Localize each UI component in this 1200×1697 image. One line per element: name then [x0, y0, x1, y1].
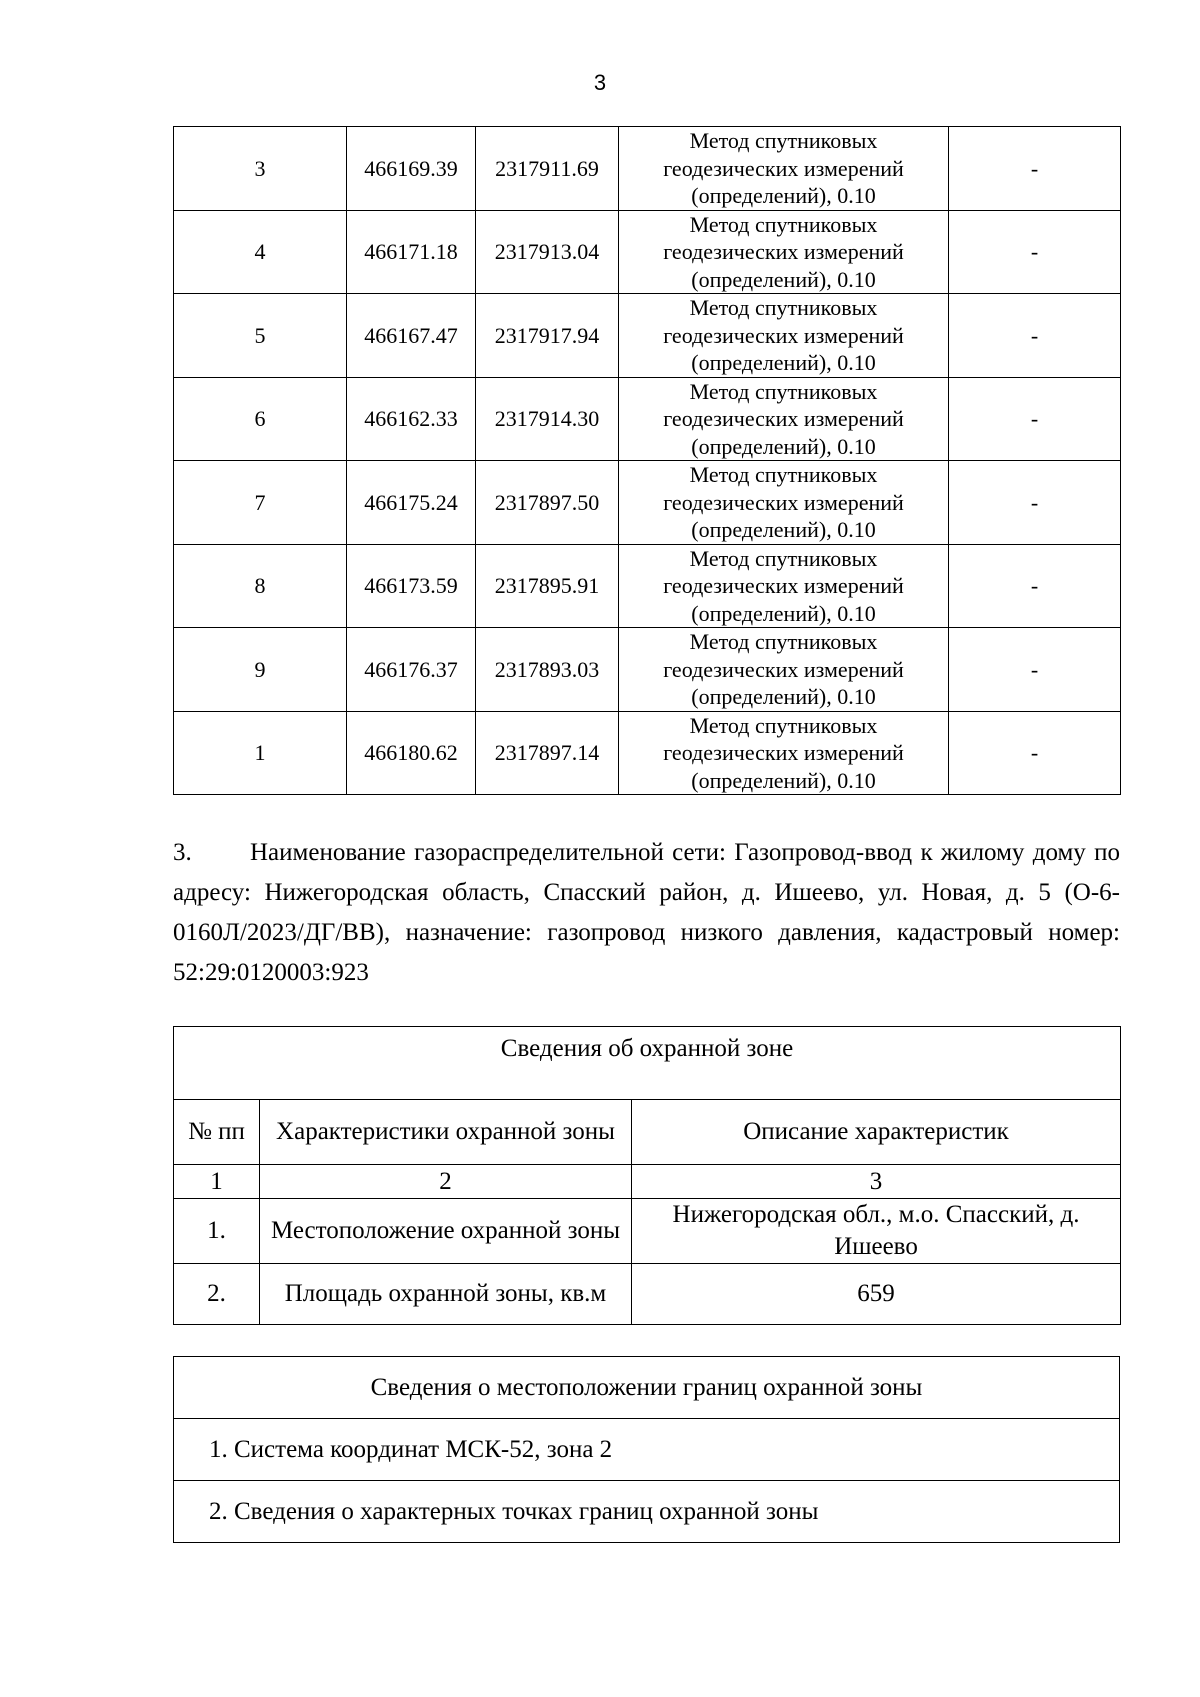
- note-cell: -: [949, 294, 1121, 378]
- method-line: геодезических измерений: [663, 573, 904, 598]
- index-cell: 3: [632, 1165, 1121, 1199]
- point-number-cell: 5: [174, 294, 347, 378]
- method-line: (определений), 0.10: [691, 517, 876, 542]
- coordinates-table: [173, 126, 1121, 795]
- point-number-cell: 4: [174, 210, 347, 294]
- table-row: [174, 377, 1121, 461]
- method-line: геодезических измерений: [663, 740, 904, 765]
- method-line: Метод спутниковых: [689, 211, 878, 237]
- note-cell: -: [949, 210, 1121, 294]
- table-row: [174, 210, 1121, 294]
- zone-table-title: Сведения об охранной зоне: [174, 1027, 1121, 1100]
- table-row: [174, 711, 1121, 795]
- index-cell: 2: [260, 1165, 632, 1199]
- point-number-cell: 9: [174, 628, 347, 712]
- method-line: Метод спутниковых: [689, 128, 878, 153]
- table-row: [174, 1199, 1121, 1264]
- point-number-cell: 7: [174, 461, 347, 545]
- method-line: Метод спутниковых: [689, 545, 878, 571]
- note-cell: -: [949, 628, 1121, 712]
- row-characteristic: Местоположение охранной зоны: [260, 1199, 632, 1264]
- point-number-cell: 3: [174, 127, 347, 211]
- method-line: (определений), 0.10: [691, 350, 876, 375]
- row-description: 659: [632, 1264, 1121, 1325]
- method-line: Метод спутниковых: [689, 712, 878, 738]
- x-coordinate-cell: 466175.24: [347, 461, 476, 545]
- method-cell: [619, 461, 949, 545]
- method-cell: [619, 210, 949, 294]
- method-cell: [619, 377, 949, 461]
- point-number-cell: 1: [174, 711, 347, 795]
- method-line: геодезических измерений: [663, 489, 904, 515]
- table-row: [174, 1264, 1121, 1325]
- x-coordinate-cell: 466162.33: [347, 377, 476, 461]
- header-description: Описание характеристик: [632, 1100, 1121, 1165]
- method-line: Метод спутниковых: [689, 378, 878, 404]
- y-coordinate-cell: 2317917.94: [476, 294, 619, 378]
- x-coordinate-cell: 466173.59: [347, 544, 476, 628]
- method-line: геодезических измерений: [663, 406, 904, 431]
- table-row: [174, 461, 1121, 545]
- method-cell: [619, 544, 949, 628]
- method-cell: [619, 628, 949, 712]
- protection-zone-table: [173, 1026, 1121, 1325]
- method-line: (определений), 0.10: [691, 266, 876, 292]
- note-cell: -: [949, 377, 1121, 461]
- zone-location-table: [173, 1356, 1120, 1543]
- note-cell: -: [949, 711, 1121, 795]
- method-cell: [619, 711, 949, 795]
- header-number: № пп: [174, 1100, 260, 1165]
- method-line: Метод спутниковых: [689, 295, 878, 320]
- method-line: Метод спутниковых: [689, 462, 878, 487]
- table-row: [174, 544, 1121, 628]
- method-line: Метод спутниковых: [689, 629, 878, 654]
- x-coordinate-cell: 466171.18: [347, 210, 476, 294]
- y-coordinate-cell: 2317913.04: [476, 210, 619, 294]
- y-coordinate-cell: 2317897.50: [476, 461, 619, 545]
- method-line: геодезических измерений: [663, 239, 904, 264]
- x-coordinate-cell: 466180.62: [347, 711, 476, 795]
- y-coordinate-cell: 2317893.03: [476, 628, 619, 712]
- location-item: 2. Сведения о характерных точках границ охранной зоны: [174, 1481, 1120, 1543]
- location-item: 1. Система координат МСК-52, зона 2: [174, 1419, 1120, 1481]
- method-line: (определений), 0.10: [691, 600, 876, 626]
- row-characteristic: Площадь охранной зоны, кв.м: [260, 1264, 632, 1325]
- y-coordinate-cell: 2317895.91: [476, 544, 619, 628]
- method-line: (определений), 0.10: [691, 767, 876, 793]
- method-cell: [619, 127, 949, 211]
- method-line: геодезических измерений: [663, 155, 904, 181]
- location-table-title: Сведения о местоположении границ охранной зоны: [174, 1357, 1120, 1419]
- method-line: (определений), 0.10: [691, 684, 876, 709]
- row-number: 2.: [174, 1264, 260, 1325]
- y-coordinate-cell: 2317911.69: [476, 127, 619, 211]
- page-number: 3: [593, 70, 607, 95]
- method-line: геодезических измерений: [663, 656, 904, 682]
- paragraph-number: 3.: [173, 839, 192, 866]
- header-characteristic: Характеристики охранной зоны: [260, 1100, 632, 1165]
- x-coordinate-cell: 466176.37: [347, 628, 476, 712]
- x-coordinate-cell: 466169.39: [347, 127, 476, 211]
- point-number-cell: 6: [174, 377, 347, 461]
- y-coordinate-cell: 2317914.30: [476, 377, 619, 461]
- network-description-paragraph: [173, 833, 1120, 993]
- x-coordinate-cell: 466167.47: [347, 294, 476, 378]
- row-description: Нижегородская обл., м.о. Спасский, д. Ишеево: [632, 1199, 1121, 1264]
- table-row: [174, 294, 1121, 378]
- table-row: [174, 127, 1121, 211]
- method-cell: [619, 294, 949, 378]
- note-cell: -: [949, 544, 1121, 628]
- method-line: (определений), 0.10: [691, 433, 876, 459]
- row-number: 1.: [174, 1199, 260, 1264]
- index-cell: 1: [174, 1165, 260, 1199]
- note-cell: -: [949, 461, 1121, 545]
- y-coordinate-cell: 2317897.14: [476, 711, 619, 795]
- note-cell: -: [949, 127, 1121, 211]
- method-line: геодезических измерений: [663, 322, 904, 348]
- method-line: (определений), 0.10: [691, 183, 876, 208]
- table-row: [174, 628, 1121, 712]
- paragraph-text: Наименование газораспределительной сети: Газопровод-ввод к жилому дому по адресу: Нижегородская область, Спасский район, д. Ишеево, ул. Новая, д. 5 (О-6-0160Л/2023/ДГ/ВВ), назначение: газопровод низкого давления, кадастровый номер: 52:29:0120003:923: [173, 839, 1120, 986]
- point-number-cell: 8: [174, 544, 347, 628]
